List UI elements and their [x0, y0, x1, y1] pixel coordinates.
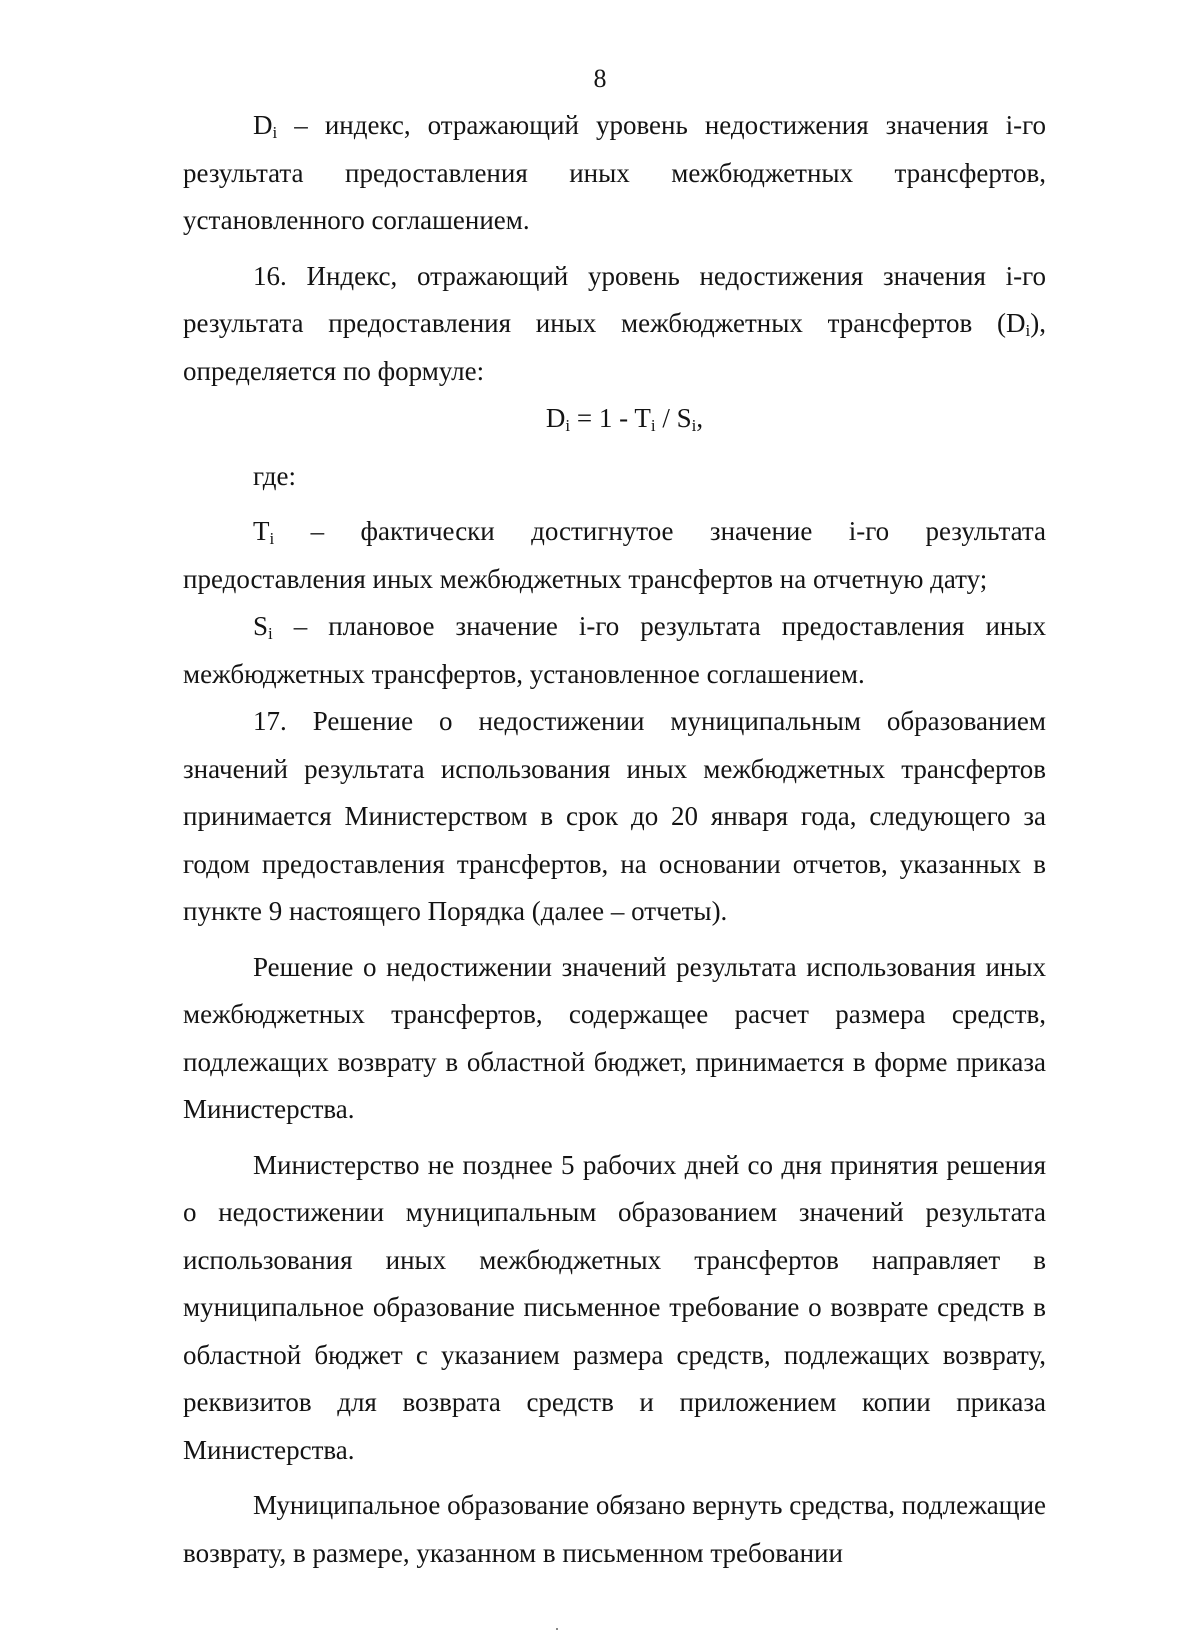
paragraph-ministry-notice: Министерство не позднее 5 рабочих дней со дня принятия решения о недостижении муниципальным образованием значений результата использования иных межбюджетных трансфертов направляет в муниципальное образование письменное требование о возврате средств в областной бюджет с указанием размера средств, подлежащих возврату, реквизитов для возврата средств и приложением копии приказа Министерства.: [183, 1149, 1046, 1465]
spacer: [183, 443, 1046, 451]
symbol-d: $D_i$: [253, 110, 278, 142]
spacer: [183, 936, 1046, 944]
paragraph-municipal-obligation: Муниципальное образование обязано вернуть средства, подлежащие возврату, в размере, указанном в письменном требовании: [183, 1490, 1046, 1568]
formula: $D_i = 1 - T_i / S_i$,: [545, 403, 704, 435]
document-body: [183, 102, 1046, 1577]
symbol-s: $S_i$: [253, 611, 273, 643]
spacer: [183, 500, 1046, 508]
paragraph-16: 16. Индекс, отражающий уровень недостижения значения i-го результата предоставления иных межбюджетных трансфертов $(D_i)$, определяется по формуле:: [183, 260, 1046, 386]
where-label: где:: [253, 460, 296, 491]
spacer: [183, 1474, 1046, 1482]
di-definition-text: – индекс, отражающий уровень недостижения значения i-го результата предоставления иных межбюджетных трансфертов, установленного соглашением.: [183, 110, 1046, 235]
paragraph-ti-definition: $T_i$ – фактически достигнутое значение i-го результата предоставления иных межбюджетных трансфертов на отчетную дату;: [183, 508, 1046, 603]
paragraph-si-definition: $S_i$ – плановое значение i-го результата предоставления иных межбюджетных трансфертов, установленное соглашением.: [183, 603, 1046, 698]
spacer: [183, 245, 1046, 253]
page-number: 8: [593, 64, 607, 93]
paragraph-di-definition: [183, 102, 1046, 245]
paragraph-17: 17. Решение о недостижении муниципальным образованием значений результата использования иных межбюджетных трансфертов принимается Министерством в срок до 20 января года, следующего за годом предоставления трансфертов, на основании отчетов, указанных в пункте 9 настоящего Порядка (далее – отчеты).: [183, 706, 1046, 926]
paragraph-decision-form: Решение о недостижении значений результата использования иных межбюджетных трансфертов, содержащее расчет размера средств, подлежащих возврату в областной бюджет, принимается в форме приказа Министерства.: [183, 951, 1046, 1124]
spacer: [183, 1134, 1046, 1142]
symbol-t: $T_i$: [253, 516, 275, 548]
scan-speck: [556, 1628, 558, 1630]
